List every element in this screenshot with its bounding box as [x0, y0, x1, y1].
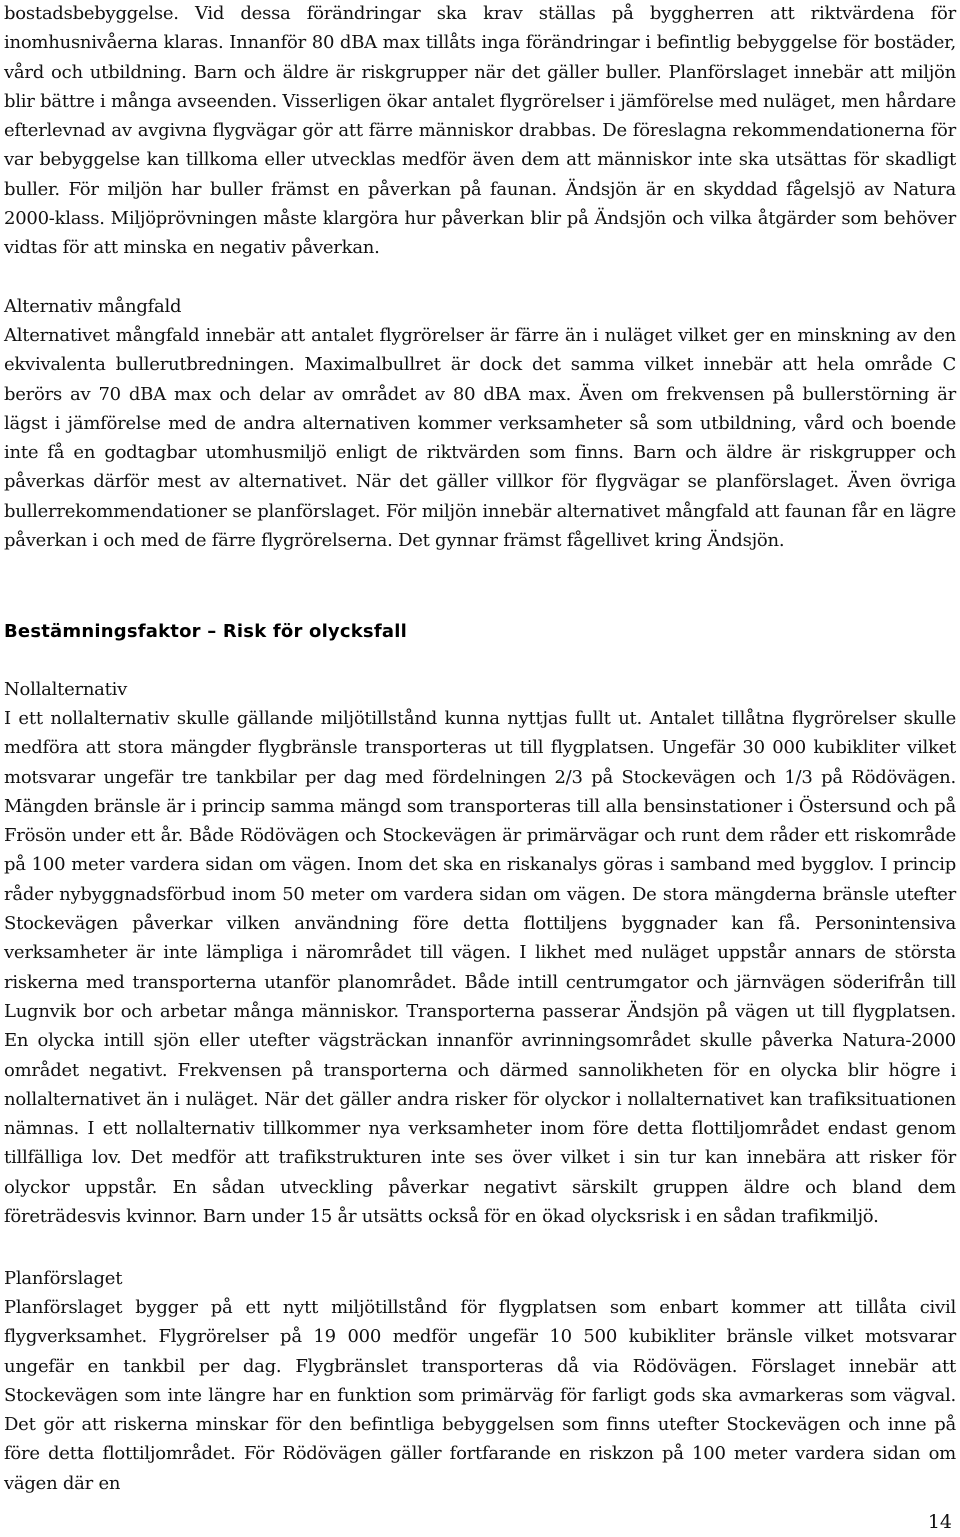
nollalternativ-paragraph: I ett nollalternativ skulle gällande miljötillstånd kunna nyttjas fullt ut. Antalet tillåtna flygrörelser skulle medföra att stora mängder flygbränsle transporteras ut till flygplatsen. Ungefär 30 000 kubikliter vilket motsvarar ungefär tre tankbilar per dag med fördelningen 2/3 på Stockevägen och 1/3 på Rödövägen. Mängden bränsle är i princip samma mängd som transporteras till alla bensinstationer i Östersund och på Frösön under ett år. Både Rödövägen och Stockevägen är primärvägar och runt dem råder ett riskområde på 100 meter vardera sidan om vägen. Inom det ska en riskanalys göras i samband med bygglov. I princip råder nybyggnadsförbud inom 50 meter om vardera sidan om vägen. De stora mängderna bränsle utefter Stockevägen påverkar vilken användning före detta flottiljens byggnader kan få. Personintensiva verksamheter är inte lämpliga i närområdet till vägen. I likhet med nuläget uppstår annars de största riskerna med transporterna utanför planområdet. Både intill centrumgator och järnvägen söderifrån till Lugnvik bor och arbetar många människor. Transporterna passerar Ändsjön på vägen ut till flygplatsen. En olycka intill sjön eller utefter vägsträckan innanför avrinningsområdet skulle påverka Natura-2000 området negativt. Frekvensen på transporterna och därmed sannolikheten för en olycka blir högre i nollalternativet än i nuläget. När det gäller andra risker för olyckor i nollalternativet kan trafiksituationen nämnas. I ett nollalternativ tillkommer nya verksamheter inom före detta flottiljområdet endast genom tillfälliga lov. Det medför att trafikstrukturen inte ses över vilket i sin tur kan innebära att risker för olyckor uppstår. En sådan utveckling påverkar negativt särskilt gruppen äldre och bland dem företrädesvis kvinnor. Barn under 15 år utsätts också för en ökad olycksrisk i en sådan trafikmiljö. [4, 708, 956, 1228]
alt-mangfald-paragraph: Alternativet mångfald innebär att antalet flygrörelser är färre än i nuläget vilket ger en minskning av den ekvivalenta bullerutbredningen. Maximalbullret är dock det samma vilket innebär att hela område C berörs av 70 dBA max och delar av området av 80 dBA max. Även om frekvensen på bullerstörning är lägst i jämförelse med de andra alternativen kommer verksamheter så som utbildning, vård och boende inte få en godtagbar utomhusmiljö enligt de riktvärden som finns. Barn och äldre är riskgrupper och påverkas därför mest av alternativet. När det gäller villkor för flygvägar se planförslaget. Även övriga bullerrekommendationer se planförslaget. För miljön innebär alternativet mångfald att faunan får en lägre påverkan i och med de färre flygrörelserna. Det gynnar främst fågellivet kring Ändsjön. [4, 325, 956, 552]
intro-paragraph: bostadsbebyggelse. Vid dessa förändringar ska krav ställas på byggherren att riktvärdena för inomhusnivåerna klaras. Innanför 80 dBA max tillåts inga förändringar i befintlig bebyggelse för bostäder, vård och utbildning. Barn och äldre är riskgrupper när det gäller buller. Planförslaget innebär att miljön blir bättre i många avseenden. Visserligen ökar antalet flygrörelser i jämförelse med nuläget, men hårdare efterlevnad av avgivna flygvägar gör att färre människor drabbas. De föreslagna rekommendationerna för var bebyggelse kan tillkoma eller utvecklas medför även dem att människor inte ska utsättas för skadligt buller. För miljön har buller främst en påverkan på faunan. Ändsjön är en skyddad fågelsjö av Natura 2000-klass. Miljöprövningen måste klargöra hur påverkan blir på Ändsjön och vilka åtgärder som behöver vidtas för att minska en negativ påverkan. [4, 3, 957, 259]
section-heading: Bestämningsfaktor – Risk för olycksfall [4, 621, 407, 642]
planforslaget-title: Planförslaget [4, 1268, 123, 1289]
planforslaget-paragraph: Planförslaget bygger på ett nytt miljötillstånd för flygplatsen som enbart kommer att tillåta civil flygverksamhet. Flygrörelser på 19 000 medför ungefär 10 500 kubikliter bränsle vilket motsvarar ungefär en tankbil per dag. Flygbränslet transporteras då via Rödövägen. Förslaget innebär att Stockevägen som inte längre har en funktion som primärväg för farligt gods ska avmarkeras som vägval. Det gör att riskerna minskar för den befintliga bebyggelsen som finns utefter Stockevägen och inne på före detta flottiljområdet. För Rödövägen gäller fortfarande en riskzon på 100 meter vardera sidan om vägen där en [4, 1297, 956, 1494]
alt-mangfald-title: Alternativ mångfald [4, 296, 182, 317]
page-number: 14 [927, 1511, 952, 1533]
nollalternativ-title: Nollalternativ [4, 679, 128, 700]
